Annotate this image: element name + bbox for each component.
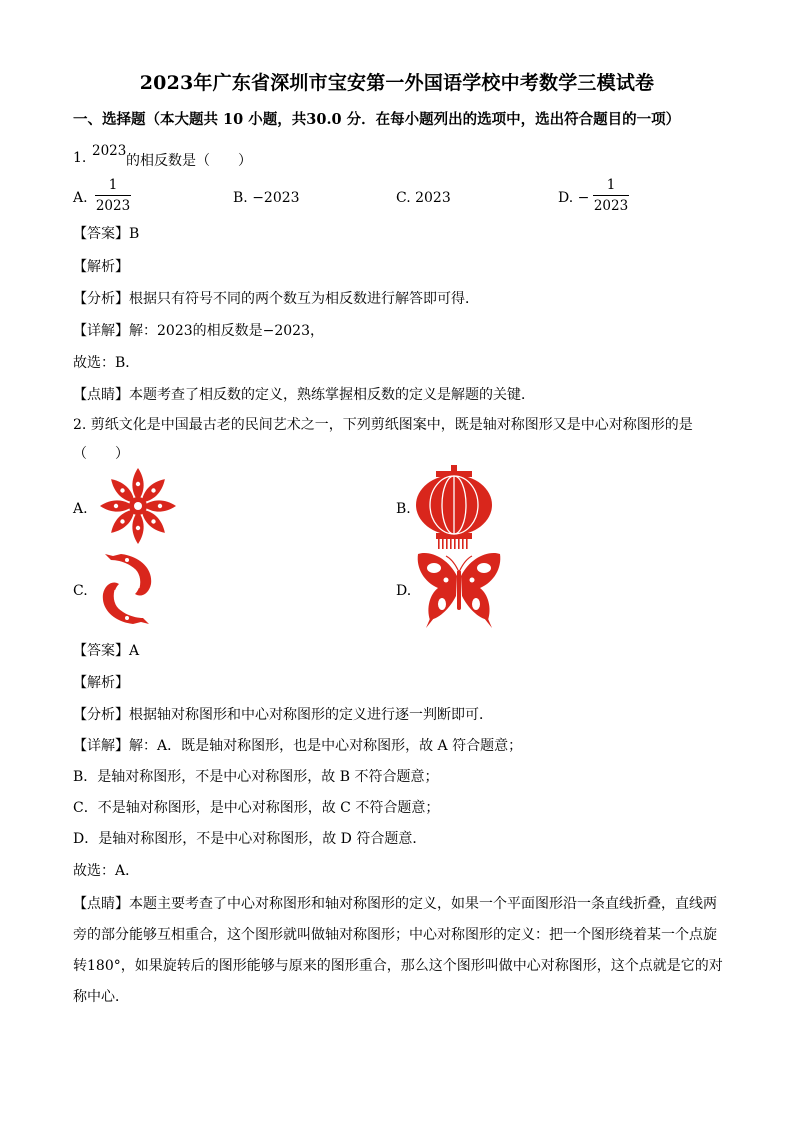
q2-option-c-label: C. [73, 583, 88, 599]
q2-dianjing-line3: 转180°，如果旋转后的图形能够与原来的图形重合，那么这个图形叫做中心对称图形，这个点就是它的对 [73, 958, 723, 974]
q2-line-c: C．不是轴对称图形，是中心对称图形，故 C 不符合题意； [73, 800, 440, 816]
q1-option-c: C. 2023 [396, 190, 451, 206]
q1-option-b: B. −2023 [233, 190, 300, 206]
q2-xiangjie: 【详解】解：A．既是轴对称图形，也是中心对称图形，故 A 符合题意； [73, 738, 523, 754]
q1-option-d-label: D. − [558, 190, 590, 206]
q2-dianjing-line2: 旁的部分能够互相重合，这个图形就叫做轴对称图形；中心对称图形的定义：把一个图形绕着某一个点旋 [73, 927, 717, 943]
fraction-bar [95, 195, 131, 196]
q1-answer: 【答案】B [73, 226, 140, 242]
q2-option-a-label: A. [73, 501, 88, 517]
q2-stem-line1: 2. 剪纸文化是中国最古老的民间艺术之一，下列剪纸图案中，既是轴对称图形又是中心对称图形的是 [73, 417, 693, 433]
page-title: 2023年广东省深圳市宝安第一外国语学校中考数学三模试卷 [139, 72, 655, 94]
q1-number: 1. [73, 150, 87, 166]
q1-xiangjie: 【详解】解：2023的相反数是−2023， [73, 323, 324, 339]
q2-dianjing-line4: 称中心． [73, 989, 129, 1005]
q1-guxuan: 故选：B． [73, 355, 140, 371]
papercut-flower-icon [93, 466, 183, 546]
fraction-numerator: 1 [108, 177, 118, 193]
q2-line-b: B．是轴对称图形，不是中心对称图形，故 B 不符合题意； [73, 769, 439, 785]
q2-option-d-label: D. [396, 583, 412, 599]
fraction-numerator: 1 [606, 177, 616, 193]
q2-guxuan: 故选：A． [73, 863, 140, 879]
q2-stem-line2: （ ） [73, 446, 129, 462]
q1-analysis-heading: 【解析】 [73, 259, 129, 275]
q1-dianjing: 【点睛】本题考查了相反数的定义，熟练掌握相反数的定义是解题的关键． [73, 387, 535, 403]
q2-line-d: D．是轴对称图形，不是中心对称图形，故 D 符合题意． [73, 831, 427, 847]
q2-option-b-label: B. [396, 501, 411, 517]
q2-fenxi: 【分析】根据轴对称图形和中心对称图形的定义进行逐一判断即可． [73, 707, 493, 723]
q1-stem: 的相反数是（ ） [126, 153, 252, 169]
q1-option-d-fraction [593, 176, 629, 215]
papercut-lantern-icon [414, 465, 494, 551]
q2-answer: 【答案】A [73, 643, 140, 659]
q1-option-a-fraction [95, 176, 131, 215]
section-heading: 一、选择题（本大题共 10 小题，共30.0 分．在每小题列出的选项中，选出符合题目的一项） [73, 111, 681, 128]
q2-dianjing-line1: 【点睛】本题主要考查了中心对称图形和轴对称图形的定义，如果一个平面图形沿一条直线折叠，直线两 [73, 896, 717, 912]
papercut-koi-fish-icon [91, 550, 163, 628]
q1-base-number: 2023 [92, 143, 127, 159]
q1-option-a-label: A. [73, 190, 88, 206]
papercut-butterfly-icon [414, 548, 504, 630]
q2-analysis-heading: 【解析】 [73, 675, 129, 691]
fraction-bar [593, 195, 629, 196]
fraction-denominator: 2023 [593, 198, 629, 214]
fraction-denominator: 2023 [95, 198, 131, 214]
q1-fenxi: 【分析】根据只有符号不同的两个数互为相反数进行解答即可得． [73, 291, 479, 307]
